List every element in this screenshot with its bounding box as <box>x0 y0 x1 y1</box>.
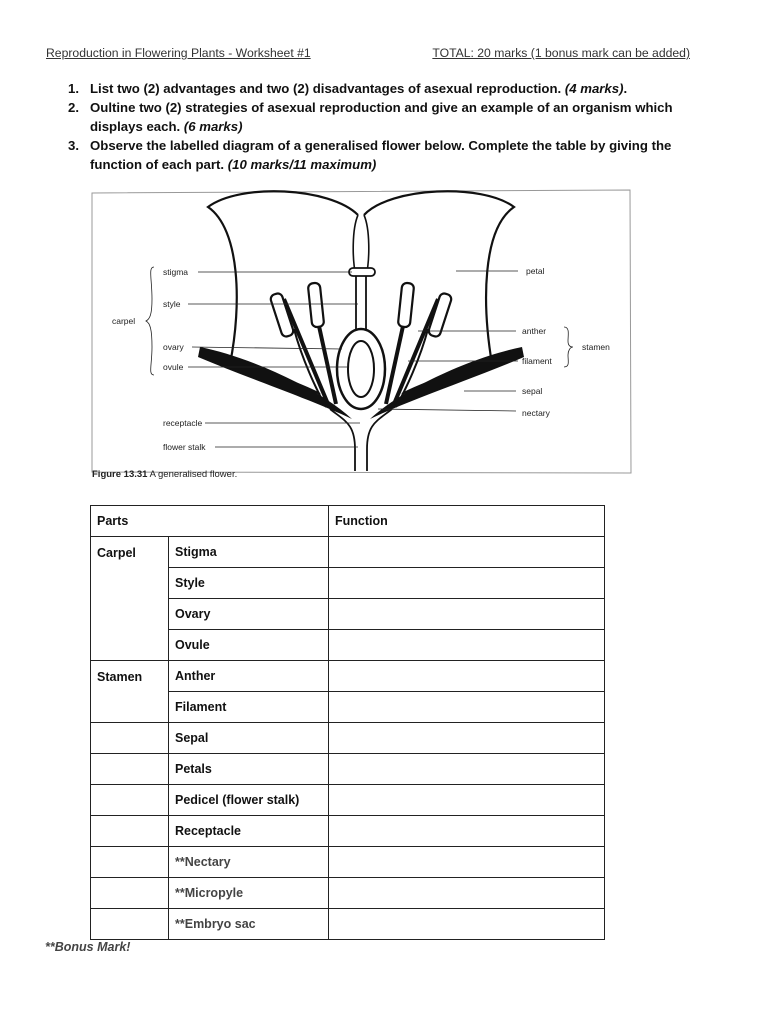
function-cell-petals[interactable] <box>329 754 605 785</box>
table-row <box>91 785 605 816</box>
part-micropyle: **Micropyle <box>169 878 329 909</box>
function-cell-receptacle[interactable] <box>329 816 605 847</box>
function-cell-ovary[interactable] <box>329 599 605 630</box>
sepal-left-shape <box>198 347 352 419</box>
label-ovary: ovary <box>163 342 184 352</box>
part-embryo-sac: **Embryo sac <box>169 909 329 940</box>
sepal-right-shape <box>370 347 524 419</box>
part-filament: Filament <box>169 692 329 723</box>
group-carpel: Carpel <box>91 537 169 661</box>
function-cell-pedicel[interactable] <box>329 785 605 816</box>
flower-diagram <box>90 189 632 475</box>
table-row <box>91 692 605 723</box>
part-nectary: **Nectary <box>169 847 329 878</box>
label-sepal: sepal <box>522 386 543 396</box>
table-row <box>91 568 605 599</box>
part-ovary: Ovary <box>169 599 329 630</box>
label-carpel: carpel <box>112 316 136 326</box>
figure-caption: Figure 13.31 A generalised flower. <box>92 469 238 480</box>
label-filament: filament <box>522 356 552 366</box>
part-pedicel: Pedicel (flower stalk) <box>169 785 329 816</box>
question-3: 3. Observe the labelled diagram of a generalised flower below. Complete the table by giving the function of each part. (10 marks/11 maximum) <box>68 138 672 172</box>
part-receptacle: Receptacle <box>169 816 329 847</box>
function-cell-anther[interactable] <box>329 661 605 692</box>
header-parts: Parts <box>91 506 329 537</box>
function-cell-sepal[interactable] <box>329 723 605 754</box>
function-cell-ovule[interactable] <box>329 630 605 661</box>
table-header-row <box>91 506 605 537</box>
group-stamen: Stamen <box>91 661 169 723</box>
label-nectary: nectary <box>522 408 550 418</box>
label-anther: anther <box>522 326 547 336</box>
worksheet-header <box>46 46 690 60</box>
label-ovule: ovule <box>163 362 184 372</box>
part-sepal: Sepal <box>169 723 329 754</box>
worksheet-title: Reproduction in Flowering Plants - Worksheet #1 <box>46 46 311 60</box>
table-row <box>91 878 605 909</box>
stigma-shape <box>349 268 375 276</box>
ovule-shape <box>348 341 374 397</box>
table-row <box>91 909 605 940</box>
table-row <box>91 723 605 754</box>
function-cell-embryo-sac[interactable] <box>329 909 605 940</box>
part-anther: Anther <box>169 661 329 692</box>
label-stigma: stigma <box>163 267 189 277</box>
function-cell-style[interactable] <box>329 568 605 599</box>
question-list <box>68 79 718 174</box>
function-cell-stigma[interactable] <box>329 537 605 568</box>
function-cell-filament[interactable] <box>329 692 605 723</box>
question-2: 2. Oultine two (2) strategies of asexual reproduction and give an example of an organism which displays each. (6 marks) <box>68 100 673 134</box>
table-row <box>91 630 605 661</box>
bonus-note: **Bonus Mark! <box>45 940 131 954</box>
label-style: style <box>163 299 181 309</box>
total-marks: TOTAL: 20 marks (1 bonus mark can be added) <box>432 46 690 60</box>
table-row <box>91 599 605 630</box>
header-function: Function <box>329 506 605 537</box>
table-row <box>91 754 605 785</box>
part-petals: Petals <box>169 754 329 785</box>
parts-function-table <box>90 505 605 940</box>
function-cell-micropyle[interactable] <box>329 878 605 909</box>
part-ovule: Ovule <box>169 630 329 661</box>
part-style: Style <box>169 568 329 599</box>
table-row <box>91 537 605 568</box>
question-1: 1. List two (2) advantages and two (2) disadvantages of asexual reproduction. (4 marks). <box>68 81 628 96</box>
function-cell-nectary[interactable] <box>329 847 605 878</box>
table-row <box>91 661 605 692</box>
label-petal: petal <box>526 266 545 276</box>
table-row <box>91 816 605 847</box>
part-stigma: Stigma <box>169 537 329 568</box>
table-row <box>91 847 605 878</box>
label-stamen: stamen <box>582 342 610 352</box>
label-flower-stalk: flower stalk <box>163 442 206 452</box>
label-receptacle: receptacle <box>163 418 203 428</box>
